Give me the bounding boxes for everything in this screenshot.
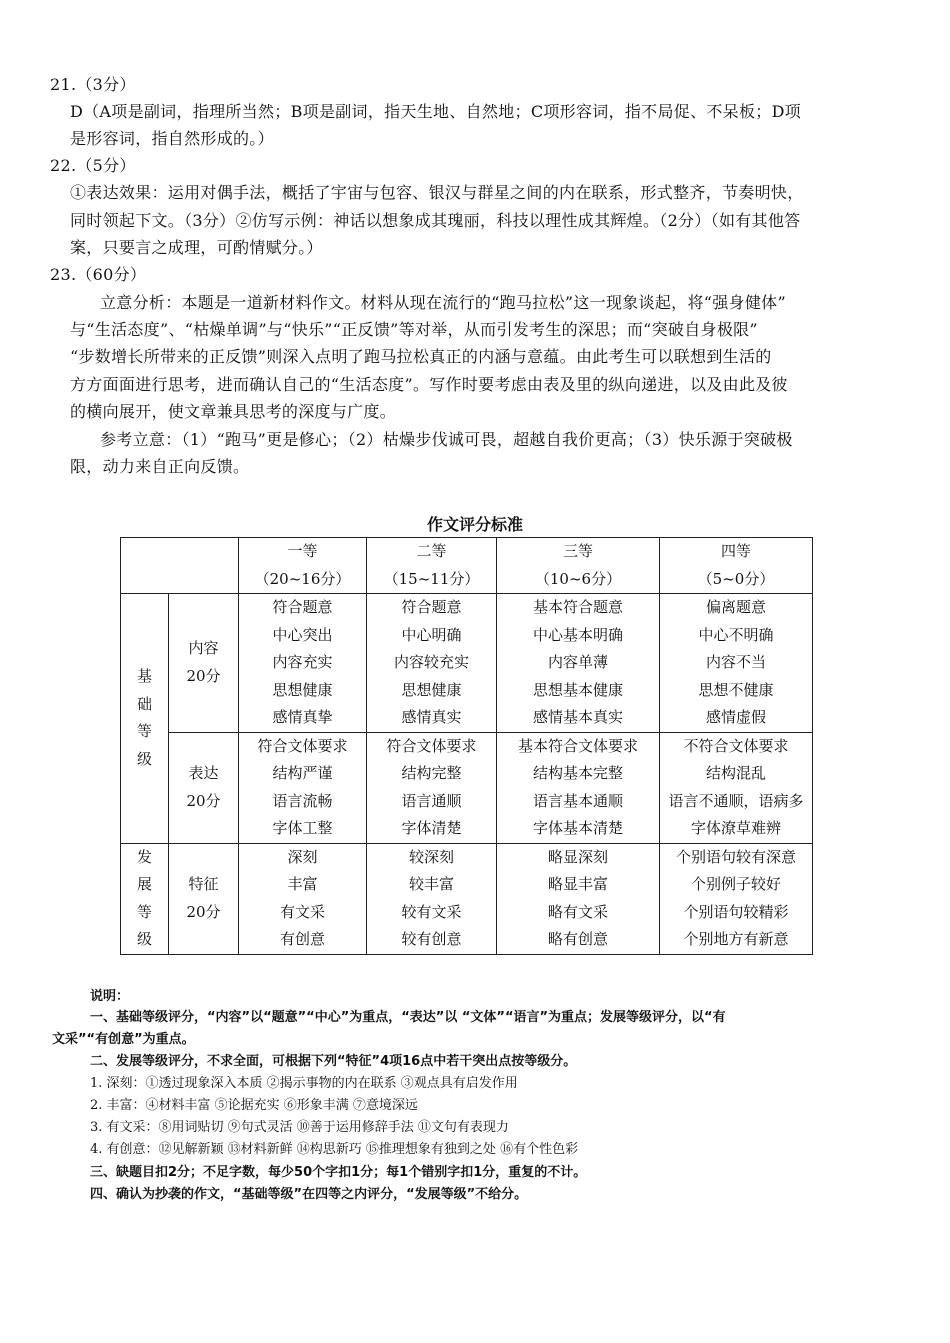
cell-line: 思想健康 — [401, 680, 462, 699]
criteria-cell — [239, 843, 367, 954]
q22-line: 案，只要言之成理，可酌情赋分。） — [70, 238, 323, 257]
cell-line: 发 — [136, 847, 152, 866]
cell-line: 符合文体要求 — [386, 736, 477, 755]
q23-line: 参考立意：（1）“跑马”更是修心；（2）枯燥步伐诚可畏，超越自我价更高；（3）快乐源于突破极 — [100, 430, 793, 449]
cell-line: 三等 — [562, 542, 593, 560]
header-row — [121, 538, 813, 594]
cell-line: 略显丰富 — [547, 875, 608, 893]
cell-line: 思想基本健康 — [532, 680, 623, 699]
q22-line: ①表达效果：运用对偶手法，概括了宇宙与包容、银汉与群星之间的内在联系，形式整齐，节奏明快， — [70, 183, 804, 202]
cell-line: 一等 — [287, 542, 318, 560]
cell-line: 结构完整 — [401, 764, 462, 782]
cell-line: （20~16分） — [254, 569, 351, 588]
cell-line: 字体清楚 — [401, 819, 462, 837]
q22-line: 同时领起下文。（3分）②仿写示例：神话以想象成其瑰丽，科技以理性成其辉煌。（2分）（如有其他答 — [70, 211, 801, 230]
cell-line: 感情基本真实 — [532, 708, 623, 726]
cell-line: 中心不明确 — [698, 625, 774, 644]
q22-title: 22.（5分） — [50, 156, 136, 175]
cell-line: （5~0分） — [697, 569, 775, 588]
criteria-cell — [367, 594, 497, 733]
criteria-cell — [660, 843, 813, 954]
cell-line: 基 — [136, 667, 152, 686]
q23-line: 限，动力来自正向反馈。 — [70, 457, 250, 476]
cell-line: 感情真实 — [401, 708, 462, 726]
cell-line: 符合题意 — [272, 598, 333, 616]
table-row — [121, 732, 813, 843]
cell-line: 中心基本明确 — [532, 625, 623, 644]
criteria-cell — [660, 732, 813, 843]
header-blank — [121, 538, 239, 594]
note-1: 一、基础等级评分，“内容”以“题意”“中心”为重点，“表达”以 “文体”“语言”为重点；发展等级评分，以“有 — [90, 1010, 726, 1025]
cell-line: 20分 — [186, 666, 221, 685]
group-label — [121, 594, 169, 844]
cell-line: 语言基本通顺 — [532, 791, 623, 810]
note-item: 2. 丰富：④材料丰富 ⑤论据充实 ⑥形象丰满 ⑦意境深远 — [90, 1098, 418, 1113]
cell-line: 础 — [136, 694, 152, 713]
q21-line: D（A项是副词，指理所当然；B项是副词，指天生地、自然地；C项形容词，指不局促、不呆板；D项 — [70, 102, 802, 121]
cell-line: 特征 — [188, 875, 219, 893]
section-label — [169, 843, 239, 954]
cell-line: （10~6分） — [534, 569, 622, 588]
cell-line: 个别地方有新意 — [683, 930, 789, 948]
table-row — [121, 594, 813, 733]
cell-line: 略显深刻 — [547, 847, 608, 866]
cell-line: 内容 — [188, 639, 219, 658]
cell-line: 结构严谨 — [272, 764, 333, 782]
cell-line: 级 — [136, 749, 152, 768]
cell-line: 个别语句较有深意 — [675, 847, 796, 866]
q23-title: 23.（60分） — [50, 265, 147, 284]
cell-line: 基本符合题意 — [532, 598, 623, 616]
note-item: 1. 深刻：①透过现象深入本质 ②揭示事物的内在联系 ③观点具有启发作用 — [90, 1076, 518, 1091]
q23-line: “步数增长所带来的正反馈”则深入点明了跑马拉松真正的内涵与意蕴。由此考生可以联想到生活的 — [70, 347, 772, 366]
cell-line: 有创意 — [279, 930, 325, 948]
cell-line: 内容单薄 — [547, 653, 608, 671]
cell-line: 个别语句较精彩 — [683, 902, 789, 921]
criteria-cell — [497, 594, 660, 733]
table-title: 作文评分标准 — [426, 515, 523, 534]
cell-line: 不符合文体要求 — [683, 736, 789, 755]
cell-line: 较丰富 — [408, 875, 454, 893]
grade-header — [239, 538, 367, 594]
cell-line: 个别例子较好 — [690, 875, 781, 893]
cell-line: 感情真挚 — [272, 708, 333, 726]
criteria-cell — [239, 594, 367, 733]
cell-line: 二等 — [416, 542, 447, 560]
cell-line: 20分 — [186, 902, 221, 921]
cell-line: 中心明确 — [401, 625, 462, 644]
section-label — [169, 594, 239, 733]
note-3: 三、缺题目扣2分；不足字数，每少50个字扣1分；每1个错别字扣1分，重复的不计。 — [90, 1165, 587, 1180]
cell-line: 略有文采 — [547, 902, 608, 921]
cell-line: 字体基本清楚 — [532, 819, 623, 837]
cell-line: 较有文采 — [401, 902, 462, 921]
cell-line: 内容不当 — [705, 653, 766, 671]
q23-line: 与“生活态度”、“枯燥单调”与“快乐”“正反馈”等对举，从而引发考生的深思；而“突破自身极限” — [70, 320, 758, 339]
note-4: 四、确认为抄袭的作文，“基础等级”在四等之内评分，“发展等级”不给分。 — [90, 1187, 528, 1202]
cell-line: 较深刻 — [408, 847, 454, 866]
cell-line: 表达 — [188, 764, 219, 782]
cell-line: 感情虚假 — [705, 708, 766, 726]
cell-line: 展 — [136, 875, 152, 893]
criteria-cell — [367, 732, 497, 843]
cell-line: 级 — [136, 930, 152, 948]
cell-line: 内容充实 — [272, 653, 333, 671]
cell-line: 字体工整 — [272, 819, 333, 837]
cell-line: 字体潦草难辨 — [690, 819, 781, 837]
criteria-cell — [660, 594, 813, 733]
cell-line: 中心突出 — [272, 625, 333, 644]
cell-line: 等 — [136, 722, 152, 741]
cell-line: 语言流畅 — [272, 791, 333, 810]
note-1-cont: 文采”“有创意”为重点。 — [52, 1032, 195, 1047]
criteria-cell — [367, 843, 497, 954]
q23-line: 方方面面进行思考，进而确认自己的“生活态度”。写作时要考虑由表及里的纵向递进，以及由此及彼 — [70, 375, 788, 394]
grading-table — [120, 537, 813, 955]
criteria-cell — [497, 732, 660, 843]
cell-line: 思想不健康 — [698, 680, 774, 699]
table-row — [121, 843, 813, 954]
cell-line: 语言通顺 — [401, 791, 462, 810]
cell-line: 结构基本完整 — [532, 764, 623, 782]
q21-line: 是形容词，指自然形成的。） — [70, 129, 274, 148]
cell-line: 等 — [136, 902, 152, 921]
note-item: 4. 有创意：⑫见解新颖 ⑬材料新鲜 ⑭构思新巧 ⑮推理想象有独到之处 ⑯有个性色彩 — [90, 1142, 579, 1157]
cell-line: 符合题意 — [401, 598, 462, 616]
cell-line: 基本符合文体要求 — [517, 736, 638, 755]
criteria-cell — [239, 732, 367, 843]
cell-line: 思想健康 — [272, 680, 333, 699]
cell-line: 结构混乱 — [705, 764, 766, 782]
q23-line: 立意分析：本题是一道新材料作文。材料从现在流行的“跑马拉松”这一现象谈起，将“强身健体” — [100, 293, 786, 312]
grade-header — [497, 538, 660, 594]
group-label — [121, 843, 169, 954]
grade-header — [367, 538, 497, 594]
criteria-cell — [497, 843, 660, 954]
cell-line: 略有创意 — [547, 930, 608, 948]
section-label — [169, 732, 239, 843]
cell-line: 20分 — [186, 791, 221, 810]
cell-line: （15~11分） — [383, 569, 480, 588]
cell-line: 偏离题意 — [705, 598, 766, 616]
q23-line: 的横向展开，使文章兼具思考的深度与广度。 — [70, 402, 397, 421]
cell-line: 符合文体要求 — [257, 736, 348, 755]
cell-line: 丰富 — [287, 875, 318, 893]
cell-line: 有文采 — [279, 902, 325, 921]
grade-header — [660, 538, 813, 594]
cell-line: 语言不通顺，语病多 — [668, 791, 804, 810]
cell-line: 内容较充实 — [393, 653, 469, 671]
cell-line: 较有创意 — [401, 930, 462, 948]
cell-line: 四等 — [720, 542, 751, 560]
cell-line: 深刻 — [287, 847, 318, 866]
note-2: 二、发展等级评分，不求全面，可根据下列“特征”4项16点中若干突出点按等级分。 — [90, 1054, 577, 1069]
notes-heading: 说明： — [90, 989, 130, 1004]
note-item: 3. 有文采：⑧用词贴切 ⑨句式灵活 ⑩善于运用修辞手法 ⑪文句有表现力 — [90, 1120, 509, 1135]
q21-title: 21.（3分） — [50, 75, 136, 94]
